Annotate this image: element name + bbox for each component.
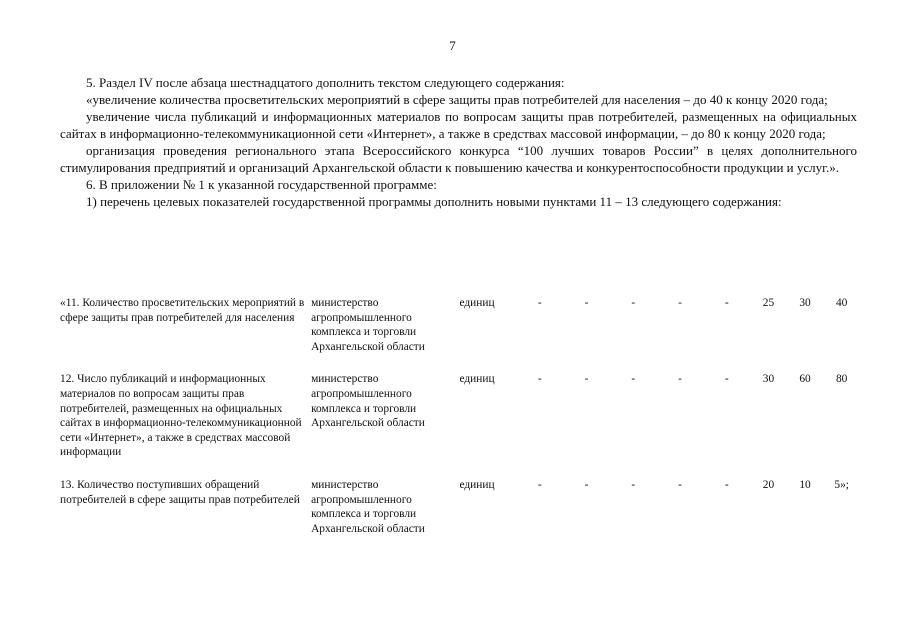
value-cell: 20 xyxy=(762,478,775,491)
value-cell: 25 xyxy=(762,297,775,309)
paragraph-item-5: 5. Раздел IV после абзаца шестнадцатого дополнить текстом следующего содержания: xyxy=(86,75,565,90)
value-cell: 60 xyxy=(799,373,811,386)
dash-cell: - xyxy=(537,373,542,386)
dash-cell: - xyxy=(678,297,682,309)
dash-cell: - xyxy=(584,297,589,309)
paragraph-subitem-1: 1) перечень целевых показателей государственной программы дополнить новыми пунктами 11 – 13 следующего содержания: xyxy=(86,194,782,209)
dash-cell: - xyxy=(631,478,636,491)
indicators-table xyxy=(60,296,860,536)
dash-cell: - xyxy=(678,478,682,491)
value-cell: 30 xyxy=(799,297,811,309)
value-cell: 40 xyxy=(835,297,848,309)
paragraph-contest: организация проведения регионального этапа Всероссийского конкурса “100 лучших товаров России” в целях дополнительного стимулирования предприятий и организаций Архангельской области к повышению качества и конкурентоспособности продукции и услуг.». xyxy=(60,143,857,175)
value-cell: 10 xyxy=(799,478,811,491)
dash-cell: - xyxy=(584,373,589,386)
paragraph-item-6: 6. В приложении № 1 к указанной государственной программе: xyxy=(86,177,437,192)
paragraph-publications: увеличение числа публикаций и информационных материалов по вопросам защиты прав потребителей, размещенных на официальных сайтах в информационно-телекоммуникационной сети «Интернет», а также в средствах массовой информации, – до 80 к концу 2020 года; xyxy=(60,109,857,141)
value-cell: 80 xyxy=(835,373,848,386)
table-row xyxy=(60,478,860,536)
dash-cell: - xyxy=(631,373,636,386)
value-cell: 30 xyxy=(762,373,775,386)
table-row xyxy=(60,296,860,372)
value-cell: 5»; xyxy=(834,478,849,491)
paragraph-quote-start: «увеличение количества просветительских мероприятий в сфере защиты прав потребителей для населения – до 40 к концу 2020 года; xyxy=(86,92,828,107)
indicator-name: «11. Количество просветительских мероприятий в сфере защиты прав потребителей для населения xyxy=(60,297,305,324)
indicator-name: 12. Число публикаций и информационных материалов по вопросам защиты прав потребителей, размещенных на официальных сайтах в информационно-телекоммуникационной сети «Интернет», а также в средствах массовой информации xyxy=(60,373,302,459)
table-row xyxy=(60,372,860,478)
dash-cell: - xyxy=(537,478,542,491)
dash-cell: - xyxy=(537,297,542,309)
indicator-name: 13. Количество поступивших обращений потребителей в сфере защиты прав потребителей xyxy=(60,478,300,506)
page-number: 7 xyxy=(449,38,456,53)
dash-cell: - xyxy=(678,373,682,386)
responsible-org: министерство агропромышленного комплекса и торговли Архангельской области xyxy=(311,478,425,535)
dash-cell: - xyxy=(584,478,589,491)
responsible-org: министерство агропромышленного комплекса и торговли Архангельской области xyxy=(311,297,425,353)
dash-cell: - xyxy=(724,297,729,309)
document-body xyxy=(60,74,857,210)
dash-cell: - xyxy=(724,373,729,386)
unit-cell: единиц xyxy=(459,373,495,386)
unit-cell: единиц xyxy=(459,478,495,491)
dash-cell: - xyxy=(724,478,729,491)
dash-cell: - xyxy=(631,297,636,309)
responsible-org: министерство агропромышленного комплекса и торговли Архангельской области xyxy=(311,373,425,430)
unit-cell: единиц xyxy=(459,297,495,309)
